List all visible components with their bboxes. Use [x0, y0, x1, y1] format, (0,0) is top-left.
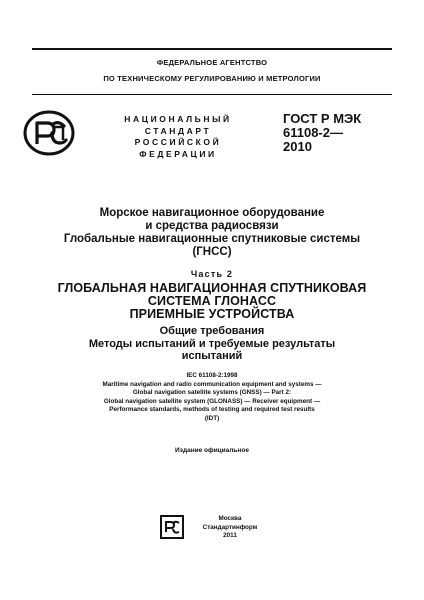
english-line-3: Global navigation satellite systems (GNSS) — Part 2: — [132, 389, 292, 397]
standard-number-line-2: 61108-2— — [283, 125, 343, 140]
english-line-6: (IDT) — [204, 414, 220, 422]
part-label: Часть 2 — [190, 269, 234, 279]
middle-rule-divider — [32, 94, 392, 95]
top-rule-divider — [32, 48, 392, 50]
national-standard-label — [118, 114, 238, 160]
subtitle-line-1: Общие требования — [159, 325, 265, 337]
national-line-3: РОССИЙСКОЙ — [134, 137, 222, 147]
standartinform-logo-icon — [160, 515, 184, 539]
subtitle — [30, 325, 394, 363]
publisher-name: Стандартинформ — [202, 523, 258, 531]
national-line-1: НАЦИОНАЛЬНЫЙ — [124, 114, 232, 124]
main-heading-line-1: ГЛОБАЛЬНАЯ НАВИГАЦИОННАЯ СПУТНИКОВАЯ — [57, 281, 367, 295]
rst-certification-logo-icon — [23, 110, 75, 156]
national-line-2: СТАНДАРТ — [144, 125, 212, 136]
iec-reference: IEC 61108-2:1998 — [186, 372, 238, 379]
standard-number-line-1: ГОСТ Р МЭК — [283, 111, 362, 126]
title-line-4: (ГНСС) — [192, 246, 232, 258]
publisher-city: Москва — [218, 515, 242, 522]
publication-year: 2011 — [223, 532, 237, 539]
document-title — [30, 207, 394, 259]
english-line-4: Global navigation satellite system (GLONASS) — Receiver equipment — — [103, 397, 321, 405]
title-line-3: Глобальные навигационные спутниковые системы — [63, 233, 361, 245]
standard-number — [283, 112, 361, 154]
subtitle-line-3: испытаний — [181, 350, 243, 362]
main-heading-line-3: ПРИЕМНЫЕ УСТРОЙСТВА — [129, 307, 295, 321]
title-line-2: и средства радиосвязи — [145, 220, 279, 232]
subtitle-line-2: Методы испытаний и требуемые результаты — [88, 337, 336, 350]
official-edition-label: Издание официальное — [175, 447, 249, 454]
national-line-4: ФЕДЕРАЦИИ — [139, 148, 217, 159]
english-title-block — [30, 372, 394, 424]
agency-line-2: ПО ТЕХНИЧЕСКОМУ РЕГУЛИРОВАНИЮ И МЕТРОЛОГИИ — [103, 74, 321, 83]
title-line-1: Морское навигационное оборудование — [99, 207, 325, 219]
english-line-2: Maritime navigation and radio communication equipment and systems — — [102, 380, 322, 388]
agency-line-1: ФЕДЕРАЛЬНОЕ АГЕНТСТВО — [156, 58, 268, 67]
standard-number-line-3: 2010 — [283, 139, 312, 154]
main-heading-line-2: СИСТЕМА ГЛОНАСС — [147, 294, 277, 308]
main-heading — [30, 282, 394, 321]
publisher-block — [195, 515, 265, 541]
english-line-5: Performance standards, methods of testing and required test results — [109, 406, 315, 414]
